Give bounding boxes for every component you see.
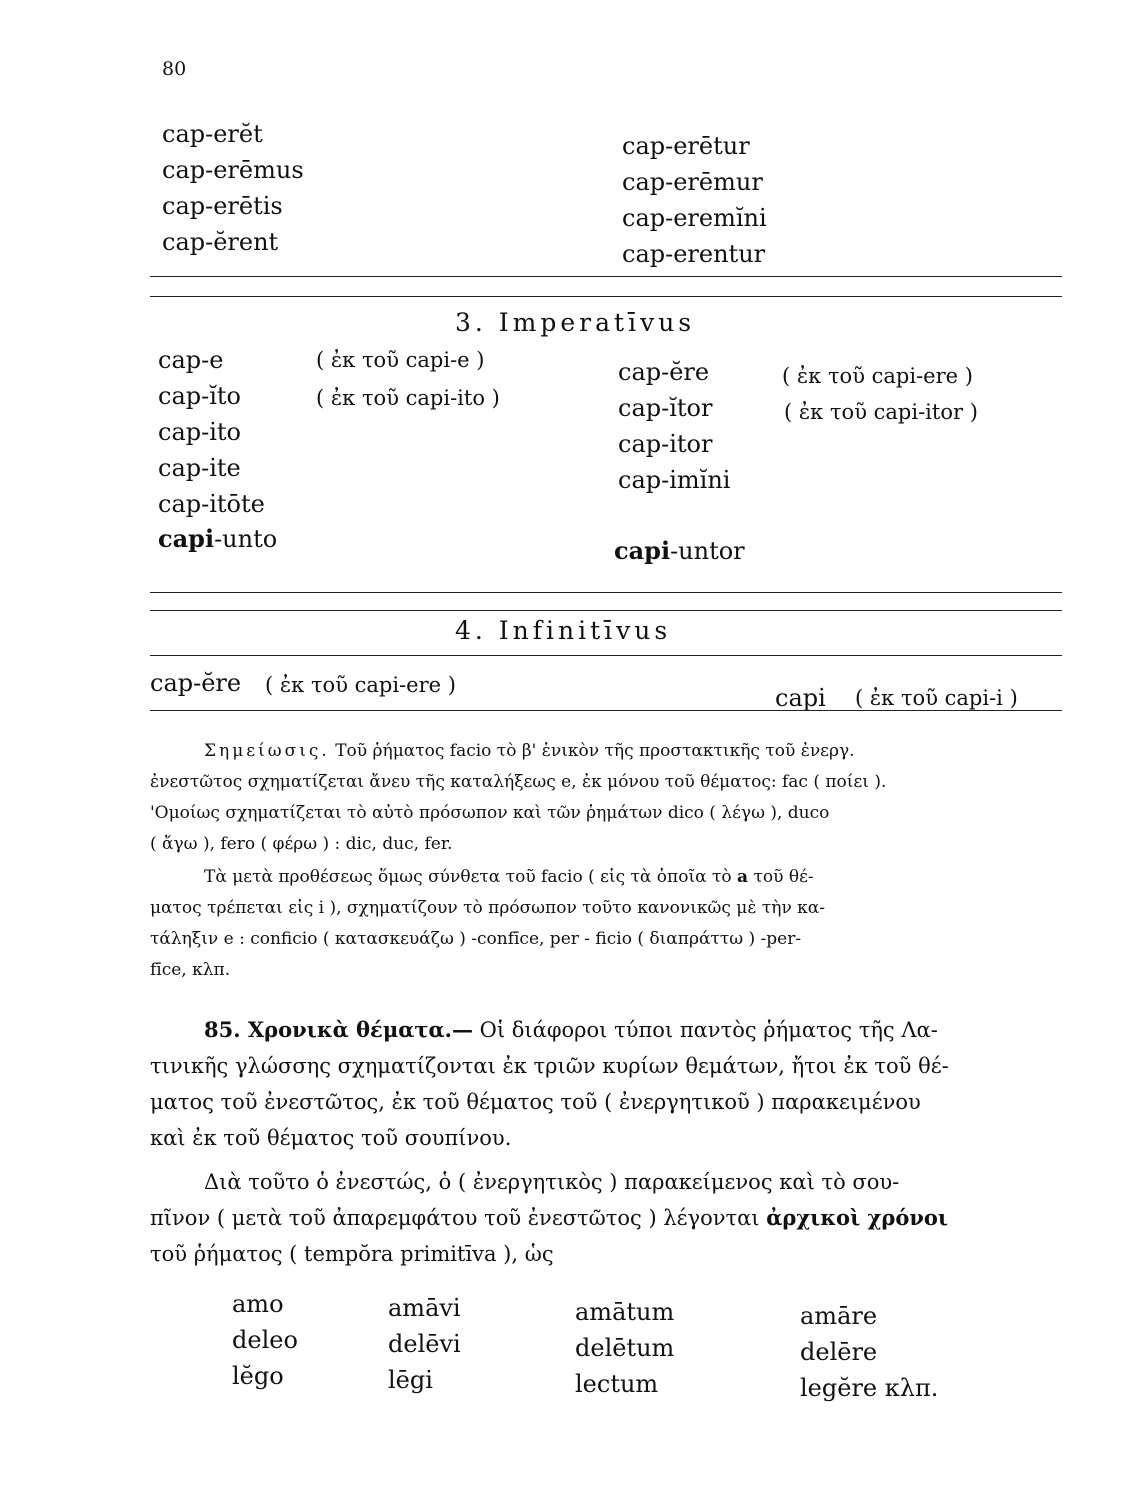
section-text: ματος τοῦ ἐνεστῶτος, ἐκ τοῦ θέματος τοῦ ( ἐνεργητικοῦ ) παρακειμένου (150, 1090, 921, 1114)
section-title: 85. Χρονικὰ θέματα.— (204, 1017, 473, 1042)
section-text: Οἱ διάφοροι τύποι παντὸς ῥήματος τῆς Λα- (479, 1018, 938, 1042)
section-text: καὶ ἐκ τοῦ θέματος τοῦ σουπίνου. (150, 1126, 512, 1150)
imp-passive-stem: capi (614, 536, 671, 565)
imp-active-form: cap-ite (158, 454, 241, 482)
pp-col1-item: lĕgo (232, 1362, 284, 1390)
imp-passive-note: ( ἐκ τοῦ capi-ere ) (782, 364, 973, 388)
imp-active-note: ( ἐκ τοῦ capi-ito ) (316, 386, 500, 410)
imp-passive-ending: -untor (670, 537, 745, 565)
pp-col4-item: delēre (800, 1338, 878, 1366)
imp-passive-note: ( ἐκ τοῦ capi-itor ) (784, 400, 978, 424)
subj-active-3: cap-erētis (162, 192, 283, 220)
note-line: ματος τρέπεται εἰς i ), σχηματίζουν τὸ πρόσωπον τοῦτο κανονικῶς μὲ τὴν κα- (150, 898, 826, 918)
imp-active-form: cap-e (158, 346, 224, 374)
pp-col2-item: delēvi (388, 1330, 461, 1358)
section-85 (150, 1012, 1065, 1272)
imp-passive-form: cap-ĭtor (618, 394, 713, 422)
pp-col2-item: amāvi (388, 1294, 461, 1322)
imp-active-form: cap-itōte (158, 490, 265, 518)
inf-active-form: cap-ĕre (150, 669, 242, 697)
subj-active-4: cap-ĕrent (162, 228, 279, 256)
imp-passive-form (614, 536, 745, 565)
imp-passive-form: cap-itor (618, 430, 713, 458)
section-bold-term: ἀρχικοὶ χρόνοι (766, 1205, 949, 1230)
pp-col1-item: deleo (232, 1326, 298, 1354)
subj-passive-2: cap-erēmur (622, 168, 763, 196)
imp-active-ending: -unto (214, 525, 278, 553)
inf-passive-note: ( ἐκ τοῦ capi-i ) (855, 686, 1018, 710)
section-text: τοῦ ῥήματος ( tempŏra primitīva ), ὡς (150, 1242, 554, 1266)
inf-passive-form: capi (775, 684, 826, 712)
subj-active-1: cap-erĕt (162, 120, 263, 148)
note-line: ( ἄγω ), fero ( φέρω ) : dic, duc, fer. (150, 834, 453, 854)
page-number: 80 (162, 58, 187, 80)
imp-active-form: cap-ĭto (158, 382, 241, 410)
imp-active-form: cap-ito (158, 418, 241, 446)
inf-active-note: ( ἐκ τοῦ capi-ere ) (265, 673, 456, 697)
divider (150, 296, 1062, 297)
note-label: Σημείωσις. (204, 741, 330, 761)
section-text: πῖνον ( μετὰ τοῦ ἀπαρεμφάτου τοῦ ἐνεστῶτος ) λέγονται (150, 1206, 760, 1230)
pp-col1-item: amo (232, 1290, 284, 1318)
divider (150, 655, 1062, 656)
subj-active-2: cap-erēmus (162, 156, 304, 184)
pp-col2-item: lēgi (388, 1366, 433, 1394)
pp-col3-item: delētum (575, 1334, 675, 1362)
note-line: τάληξιν e : conficio ( κατασκευάζω ) -confīce, per - ficio ( διαπράττω ) -per- (150, 929, 802, 949)
imp-passive-form: cap-ĕre (618, 358, 710, 386)
note-line: 'Ομοίως σχηματίζεται τὸ αὐτὸ πρόσωπον καὶ τῶν ῥημάτων dico ( λέγω ), duco (150, 803, 830, 823)
imperative-heading: 3. Imperatīvus (455, 308, 696, 337)
subj-passive-3: cap-eremĭni (622, 204, 767, 232)
imp-active-note: ( ἐκ τοῦ capi-e ) (316, 348, 485, 372)
imp-passive-form: cap-imĭni (618, 466, 731, 494)
pp-col3-item: lectum (575, 1370, 659, 1398)
divider (150, 710, 1062, 711)
note-line: ἐνεστῶτος σχηματίζεται ἄνευ τῆς καταλήξεως e, ἐκ μόνου τοῦ θέματος: fac ( ποίει ). (150, 772, 887, 792)
imp-active-form (158, 524, 277, 553)
note-line: Τὰ μετὰ προθέσεως ὅμως σύνθετα τοῦ facio ( εἰς τὰ ὁποῖα τὸ (204, 867, 732, 887)
divider (150, 276, 1062, 277)
infinitive-heading: 4. Infinitīvus (455, 616, 672, 645)
note-bold-letter: a (737, 867, 749, 887)
divider (150, 592, 1062, 593)
subj-passive-1: cap-erētur (622, 132, 750, 160)
pp-col4-item: amāre (800, 1302, 878, 1330)
note-line: τοῦ θέ- (753, 867, 814, 887)
imp-active-stem: capi (158, 524, 215, 553)
note-block (150, 736, 1065, 986)
note-line: Τοῦ ῥήματος facio τὸ β' ἑνικὸν τῆς προστακτικῆς τοῦ ἐνεργ. (335, 741, 855, 761)
subj-passive-4: cap-erentur (622, 240, 766, 268)
pp-col3-item: amātum (575, 1298, 675, 1326)
section-text: τινικῆς γλώσσης σχηματίζονται ἐκ τριῶν κυρίων θεμάτων, ἤτοι ἐκ τοῦ θέ- (150, 1054, 949, 1078)
divider (150, 610, 1062, 611)
pp-col4-item: legĕre κλπ. (800, 1374, 939, 1402)
section-text: Διὰ τοῦτο ὁ ἐνεστώς, ὁ ( ἐνεργητικὸς ) παρακείμενος καὶ τὸ σου- (204, 1170, 900, 1194)
note-line: fīce, κλπ. (150, 960, 231, 980)
